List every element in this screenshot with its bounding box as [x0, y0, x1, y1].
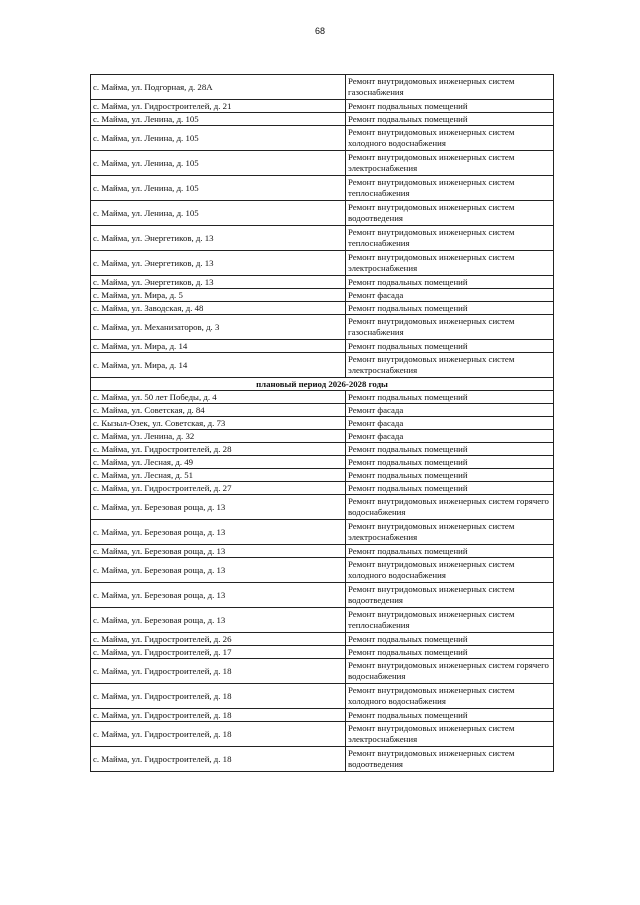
- work-type-cell: Ремонт внутридомовых инженерных систем электроснабжения: [346, 722, 554, 747]
- table-row: [91, 201, 554, 226]
- work-type-cell: Ремонт внутридомовых инженерных систем теплоснабжения: [346, 176, 554, 201]
- table-row: [91, 289, 554, 302]
- work-type-cell: Ремонт подвальных помещений: [346, 113, 554, 126]
- address-cell: с. Майма, ул. Энергетиков, д. 13: [91, 226, 346, 251]
- address-cell: с. Майма, ул. Березовая роща, д. 13: [91, 558, 346, 583]
- table-row: [91, 430, 554, 443]
- address-cell: с. Майма, ул. Ленина, д. 32: [91, 430, 346, 443]
- work-type-cell: Ремонт внутридомовых инженерных систем водоотведения: [346, 747, 554, 772]
- work-type-cell: Ремонт внутридомовых инженерных систем холодного водоснабжения: [346, 684, 554, 709]
- table-row: [91, 482, 554, 495]
- table-row: [91, 520, 554, 545]
- work-type-cell: Ремонт подвальных помещений: [346, 709, 554, 722]
- table-row: [91, 176, 554, 201]
- work-type-cell: Ремонт фасада: [346, 289, 554, 302]
- work-type-cell: Ремонт подвальных помещений: [346, 302, 554, 315]
- work-type-cell: Ремонт внутридомовых инженерных систем электроснабжения: [346, 151, 554, 176]
- work-type-cell: Ремонт подвальных помещений: [346, 469, 554, 482]
- page-number: 68: [314, 26, 325, 36]
- address-cell: с. Майма, ул. Механизаторов, д. 3: [91, 315, 346, 340]
- address-cell: с. Майма, ул. Березовая роща, д. 13: [91, 495, 346, 520]
- address-cell: с. Майма, ул. Мира, д. 14: [91, 340, 346, 353]
- table-row: [91, 226, 554, 251]
- work-type-cell: Ремонт подвальных помещений: [346, 443, 554, 456]
- table-row: [91, 659, 554, 684]
- work-type-cell: Ремонт подвальных помещений: [346, 545, 554, 558]
- table-row: [91, 443, 554, 456]
- address-cell: с. Майма, ул. Березовая роща, д. 13: [91, 545, 346, 558]
- work-type-cell: Ремонт внутридомовых инженерных систем горячего водоснабжения: [346, 659, 554, 684]
- section-header-row: [91, 378, 554, 391]
- work-type-cell: Ремонт внутридомовых инженерных систем горячего водоснабжения: [346, 495, 554, 520]
- address-cell: с. Майма, ул. Гидростроителей, д. 18: [91, 722, 346, 747]
- work-type-cell: Ремонт подвальных помещений: [346, 340, 554, 353]
- table-row: [91, 456, 554, 469]
- address-cell: с. Майма, ул. Березовая роща, д. 13: [91, 520, 346, 545]
- repair-schedule-table: [90, 74, 554, 772]
- table-row: [91, 151, 554, 176]
- table-row: [91, 633, 554, 646]
- address-cell: с. Майма, ул. Заводская, д. 48: [91, 302, 346, 315]
- work-type-cell: Ремонт подвальных помещений: [346, 276, 554, 289]
- address-cell: с. Майма, ул. Березовая роща, д. 13: [91, 583, 346, 608]
- table-row: [91, 302, 554, 315]
- address-cell: с. Майма, ул. Гидростроителей, д. 18: [91, 684, 346, 709]
- work-type-cell: Ремонт подвальных помещений: [346, 391, 554, 404]
- table-row: [91, 100, 554, 113]
- address-cell: с. Майма, ул. Мира, д. 14: [91, 353, 346, 378]
- work-type-cell: Ремонт внутридомовых инженерных систем теплоснабжения: [346, 608, 554, 633]
- address-cell: с. Майма, ул. Подгорная, д. 28А: [91, 75, 346, 100]
- address-cell: с. Майма, ул. Ленина, д. 105: [91, 176, 346, 201]
- address-cell: с. Майма, ул. Мира, д. 5: [91, 289, 346, 302]
- table-row: [91, 126, 554, 151]
- work-type-cell: Ремонт фасада: [346, 417, 554, 430]
- table-row: [91, 251, 554, 276]
- address-cell: с. Майма, ул. Энергетиков, д. 13: [91, 276, 346, 289]
- table-row: [91, 113, 554, 126]
- table-row: [91, 722, 554, 747]
- work-type-cell: Ремонт подвальных помещений: [346, 482, 554, 495]
- address-cell: с. Майма, ул. Лесная, д. 51: [91, 469, 346, 482]
- work-type-cell: Ремонт внутридомовых инженерных систем водоотведения: [346, 583, 554, 608]
- address-cell: с. Майма, ул. Гидростроителей, д. 26: [91, 633, 346, 646]
- address-cell: с. Майма, ул. Лесная, д. 49: [91, 456, 346, 469]
- address-cell: с. Майма, ул. Гидростроителей, д. 18: [91, 709, 346, 722]
- work-type-cell: Ремонт внутридомовых инженерных систем газоснабжения: [346, 315, 554, 340]
- table-row: [91, 608, 554, 633]
- work-type-cell: Ремонт подвальных помещений: [346, 456, 554, 469]
- table-row: [91, 404, 554, 417]
- address-cell: с. Майма, ул. Ленина, д. 105: [91, 113, 346, 126]
- address-cell: с. Майма, ул. Энергетиков, д. 13: [91, 251, 346, 276]
- section-title: плановый период 2026-2028 годы: [91, 378, 554, 391]
- address-cell: с. Майма, ул. Советская, д. 84: [91, 404, 346, 417]
- work-type-cell: Ремонт фасада: [346, 404, 554, 417]
- address-cell: с. Кызыл-Озек, ул. Советская, д. 73: [91, 417, 346, 430]
- address-cell: с. Майма, ул. Ленина, д. 105: [91, 151, 346, 176]
- table-row: [91, 276, 554, 289]
- address-cell: с. Майма, ул. 50 лет Победы, д. 4: [91, 391, 346, 404]
- address-cell: с. Майма, ул. Гидростроителей, д. 18: [91, 659, 346, 684]
- table-row: [91, 75, 554, 100]
- work-type-cell: Ремонт подвальных помещений: [346, 646, 554, 659]
- table-row: [91, 495, 554, 520]
- table-row: [91, 709, 554, 722]
- address-cell: с. Майма, ул. Ленина, д. 105: [91, 201, 346, 226]
- table-row: [91, 583, 554, 608]
- table-row: [91, 417, 554, 430]
- address-cell: с. Майма, ул. Гидростроителей, д. 28: [91, 443, 346, 456]
- work-type-cell: Ремонт внутридомовых инженерных систем холодного водоснабжения: [346, 126, 554, 151]
- table-row: [91, 353, 554, 378]
- table-row: [91, 315, 554, 340]
- table-row: [91, 391, 554, 404]
- table-row: [91, 684, 554, 709]
- work-type-cell: Ремонт внутридомовых инженерных систем электроснабжения: [346, 520, 554, 545]
- table-body: [91, 75, 554, 772]
- address-cell: с. Майма, ул. Березовая роща, д. 13: [91, 608, 346, 633]
- work-type-cell: Ремонт внутридомовых инженерных систем холодного водоснабжения: [346, 558, 554, 583]
- address-cell: с. Майма, ул. Гидростроителей, д. 21: [91, 100, 346, 113]
- table-row: [91, 545, 554, 558]
- address-cell: с. Майма, ул. Гидростроителей, д. 27: [91, 482, 346, 495]
- work-type-cell: Ремонт внутридомовых инженерных систем водоотведения: [346, 201, 554, 226]
- work-type-cell: Ремонт подвальных помещений: [346, 100, 554, 113]
- work-type-cell: Ремонт внутридомовых инженерных систем теплоснабжения: [346, 226, 554, 251]
- address-cell: с. Майма, ул. Гидростроителей, д. 17: [91, 646, 346, 659]
- table-row: [91, 646, 554, 659]
- work-type-cell: Ремонт внутридомовых инженерных систем газоснабжения: [346, 75, 554, 100]
- table-row: [91, 558, 554, 583]
- address-cell: с. Майма, ул. Гидростроителей, д. 18: [91, 747, 346, 772]
- work-type-cell: Ремонт внутридомовых инженерных систем электроснабжения: [346, 353, 554, 378]
- work-type-cell: Ремонт фасада: [346, 430, 554, 443]
- work-type-cell: Ремонт внутридомовых инженерных систем электроснабжения: [346, 251, 554, 276]
- table-row: [91, 747, 554, 772]
- work-type-cell: Ремонт подвальных помещений: [346, 633, 554, 646]
- table-row: [91, 340, 554, 353]
- table-row: [91, 469, 554, 482]
- address-cell: с. Майма, ул. Ленина, д. 105: [91, 126, 346, 151]
